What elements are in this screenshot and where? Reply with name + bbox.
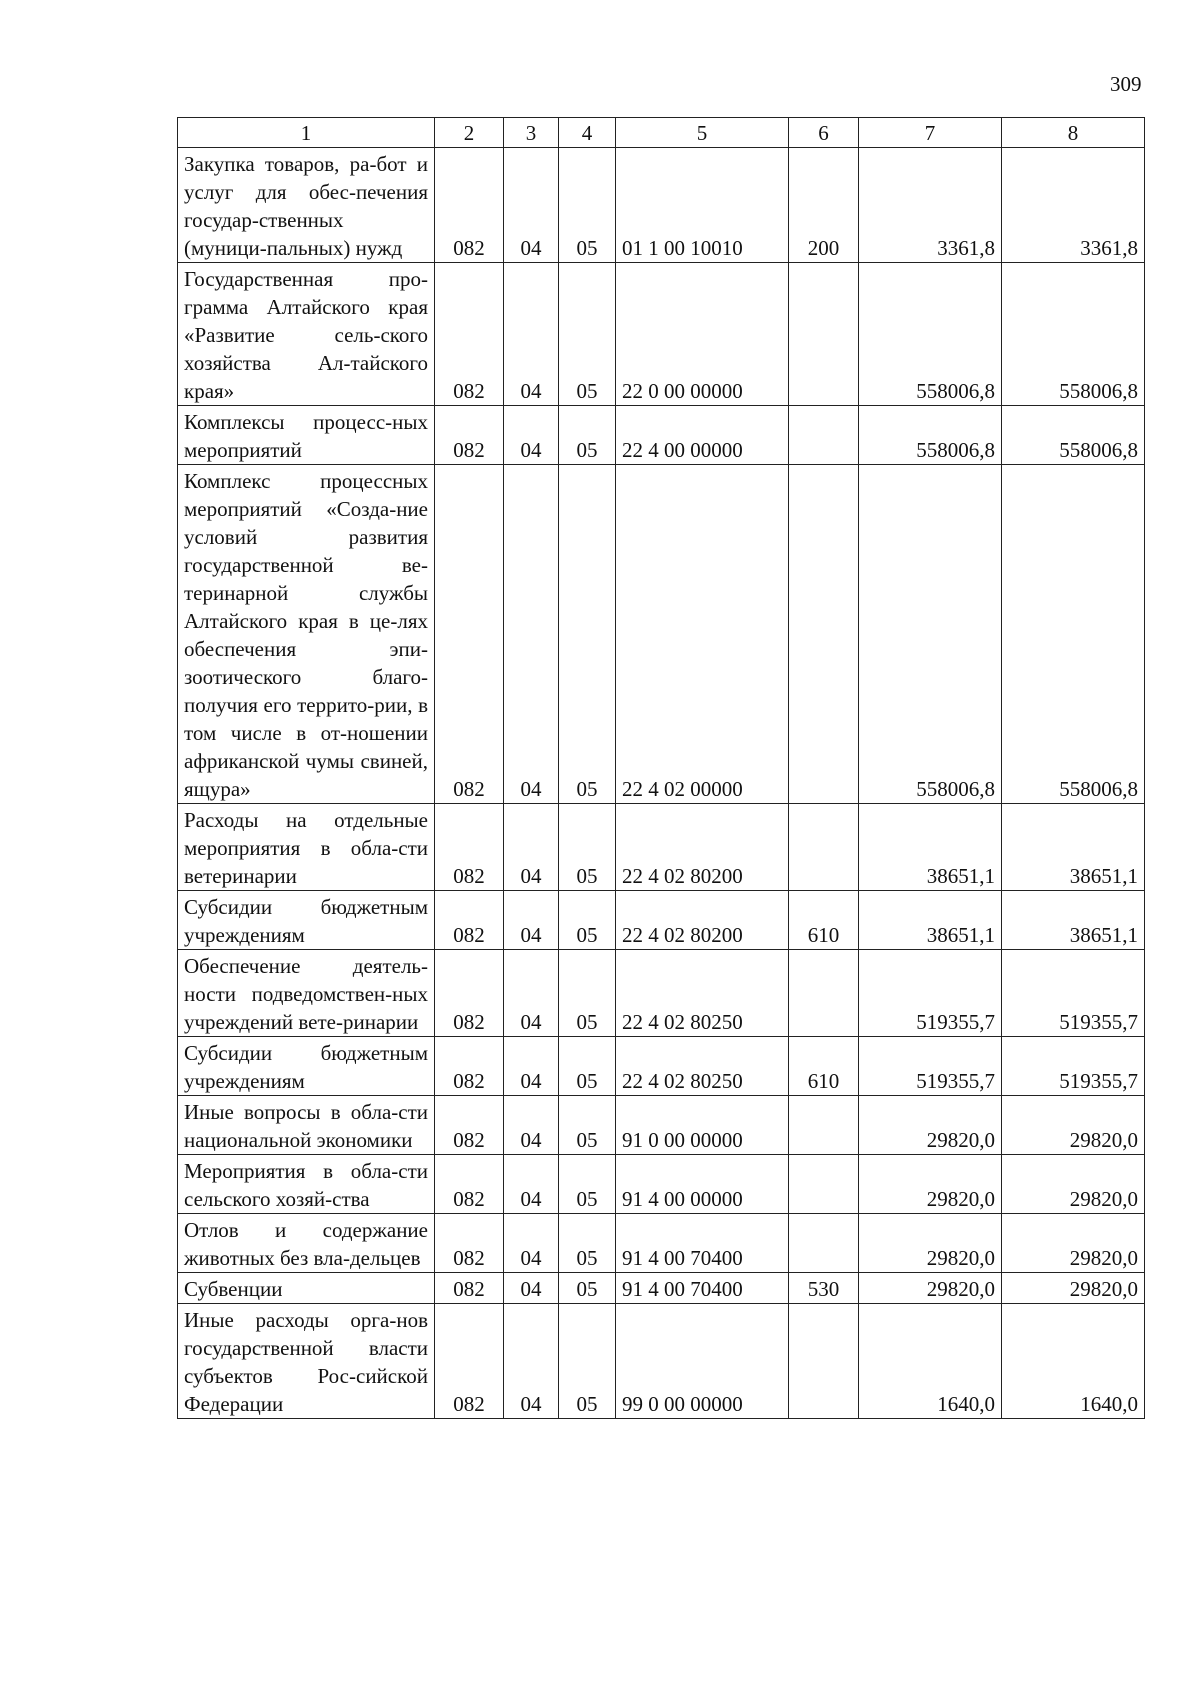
target-item-code-cell: 22 4 02 80250 xyxy=(616,950,789,1037)
amount-cell: 3361,8 xyxy=(859,148,1002,263)
header-cell: 7 xyxy=(859,118,1002,148)
section-code-cell: 04 xyxy=(504,1037,559,1096)
ministry-code-cell: 082 xyxy=(435,1037,504,1096)
subsection-code-cell: 05 xyxy=(559,1096,616,1155)
amount-cell: 519355,7 xyxy=(1002,1037,1145,1096)
ministry-code-cell: 082 xyxy=(435,804,504,891)
subsection-code-cell: 05 xyxy=(559,950,616,1037)
item-name-cell: Иные вопросы в обла-сти национальной экономики xyxy=(178,1096,435,1155)
amount-cell: 29820,0 xyxy=(1002,1155,1145,1214)
section-code-cell: 04 xyxy=(504,465,559,804)
amount-cell: 519355,7 xyxy=(859,1037,1002,1096)
subsection-code-cell: 05 xyxy=(559,1037,616,1096)
subsection-code-cell: 05 xyxy=(559,465,616,804)
expense-type-cell xyxy=(789,1155,859,1214)
section-code-cell: 04 xyxy=(504,148,559,263)
section-code-cell: 04 xyxy=(504,406,559,465)
table-row xyxy=(178,148,1145,263)
expense-type-cell: 610 xyxy=(789,891,859,950)
target-item-code-cell: 01 1 00 10010 xyxy=(616,148,789,263)
target-item-code-cell: 22 0 00 00000 xyxy=(616,263,789,406)
amount-cell: 558006,8 xyxy=(1002,263,1145,406)
ministry-code-cell: 082 xyxy=(435,891,504,950)
section-code-cell: 04 xyxy=(504,1155,559,1214)
subsection-code-cell: 05 xyxy=(559,148,616,263)
expense-type-cell xyxy=(789,950,859,1037)
ministry-code-cell: 082 xyxy=(435,1155,504,1214)
table-row xyxy=(178,804,1145,891)
subsection-code-cell: 05 xyxy=(559,406,616,465)
expense-type-cell: 200 xyxy=(789,148,859,263)
item-name-cell: Обеспечение деятель-ности подведомствен-ных учреждений вете-ринарии xyxy=(178,950,435,1037)
expense-type-cell xyxy=(789,804,859,891)
amount-cell: 29820,0 xyxy=(859,1273,1002,1304)
item-name-cell: Субсидии бюджетным учреждениям xyxy=(178,1037,435,1096)
header-cell: 4 xyxy=(559,118,616,148)
target-item-code-cell: 91 4 00 00000 xyxy=(616,1155,789,1214)
ministry-code-cell: 082 xyxy=(435,148,504,263)
section-code-cell: 04 xyxy=(504,891,559,950)
target-item-code-cell: 91 4 00 70400 xyxy=(616,1273,789,1304)
amount-cell: 29820,0 xyxy=(859,1155,1002,1214)
item-name-cell: Расходы на отдельные мероприятия в обла-сти ветеринарии xyxy=(178,804,435,891)
item-name-cell: Государственная про-грамма Алтайского края «Развитие сель-ского хозяйства Ал-тайского края» xyxy=(178,263,435,406)
section-code-cell: 04 xyxy=(504,263,559,406)
target-item-code-cell: 22 4 02 80200 xyxy=(616,891,789,950)
amount-cell: 558006,8 xyxy=(1002,465,1145,804)
amount-cell: 29820,0 xyxy=(859,1214,1002,1273)
expense-type-cell xyxy=(789,1096,859,1155)
subsection-code-cell: 05 xyxy=(559,804,616,891)
item-name-cell: Субсидии бюджетным учреждениям xyxy=(178,891,435,950)
expense-type-cell: 530 xyxy=(789,1273,859,1304)
amount-cell: 558006,8 xyxy=(859,406,1002,465)
target-item-code-cell: 91 4 00 70400 xyxy=(616,1214,789,1273)
ministry-code-cell: 082 xyxy=(435,950,504,1037)
amount-cell: 38651,1 xyxy=(1002,891,1145,950)
amount-cell: 38651,1 xyxy=(859,891,1002,950)
target-item-code-cell: 22 4 00 00000 xyxy=(616,406,789,465)
expense-type-cell xyxy=(789,406,859,465)
amount-cell: 558006,8 xyxy=(859,263,1002,406)
header-cell: 8 xyxy=(1002,118,1145,148)
target-item-code-cell: 99 0 00 00000 xyxy=(616,1304,789,1419)
subsection-code-cell: 05 xyxy=(559,1304,616,1419)
table-row xyxy=(178,1096,1145,1155)
table-row xyxy=(178,1037,1145,1096)
item-name-cell: Комплексы процесс-ных мероприятий xyxy=(178,406,435,465)
amount-cell: 558006,8 xyxy=(859,465,1002,804)
table-body xyxy=(178,148,1145,1419)
target-item-code-cell: 22 4 02 80250 xyxy=(616,1037,789,1096)
subsection-code-cell: 05 xyxy=(559,1214,616,1273)
amount-cell: 558006,8 xyxy=(1002,406,1145,465)
expense-type-cell xyxy=(789,1304,859,1419)
amount-cell: 38651,1 xyxy=(1002,804,1145,891)
section-code-cell: 04 xyxy=(504,1273,559,1304)
table-row xyxy=(178,263,1145,406)
table-row xyxy=(178,406,1145,465)
subsection-code-cell: 05 xyxy=(559,1273,616,1304)
header-cell: 1 xyxy=(178,118,435,148)
amount-cell: 29820,0 xyxy=(1002,1273,1145,1304)
section-code-cell: 04 xyxy=(504,1096,559,1155)
header-cell: 2 xyxy=(435,118,504,148)
ministry-code-cell: 082 xyxy=(435,406,504,465)
table-row xyxy=(178,1273,1145,1304)
header-cell: 6 xyxy=(789,118,859,148)
target-item-code-cell: 91 0 00 00000 xyxy=(616,1096,789,1155)
amount-cell: 1640,0 xyxy=(859,1304,1002,1419)
amount-cell: 3361,8 xyxy=(1002,148,1145,263)
ministry-code-cell: 082 xyxy=(435,465,504,804)
page-number: 309 xyxy=(1110,72,1142,96)
item-name-cell: Закупка товаров, ра-бот и услуг для обес-печения государ-ственных (муници-пальных) нужд xyxy=(178,148,435,263)
amount-cell: 29820,0 xyxy=(859,1096,1002,1155)
subsection-code-cell: 05 xyxy=(559,1155,616,1214)
target-item-code-cell: 22 4 02 00000 xyxy=(616,465,789,804)
ministry-code-cell: 082 xyxy=(435,1304,504,1419)
table-row xyxy=(178,950,1145,1037)
target-item-code-cell: 22 4 02 80200 xyxy=(616,804,789,891)
amount-cell: 519355,7 xyxy=(1002,950,1145,1037)
ministry-code-cell: 082 xyxy=(435,1214,504,1273)
expense-type-cell xyxy=(789,263,859,406)
table-row xyxy=(178,1214,1145,1273)
table-row xyxy=(178,465,1145,804)
budget-table xyxy=(177,117,1145,1419)
amount-cell: 29820,0 xyxy=(1002,1214,1145,1273)
table-row xyxy=(178,891,1145,950)
header-row xyxy=(178,118,1145,148)
header-cell: 5 xyxy=(616,118,789,148)
table-header xyxy=(178,118,1145,148)
expense-type-cell xyxy=(789,465,859,804)
subsection-code-cell: 05 xyxy=(559,263,616,406)
ministry-code-cell: 082 xyxy=(435,1096,504,1155)
section-code-cell: 04 xyxy=(504,950,559,1037)
amount-cell: 38651,1 xyxy=(859,804,1002,891)
ministry-code-cell: 082 xyxy=(435,1273,504,1304)
item-name-cell: Субвенции xyxy=(178,1273,435,1304)
amount-cell: 519355,7 xyxy=(859,950,1002,1037)
item-name-cell: Мероприятия в обла-сти сельского хозяй-ства xyxy=(178,1155,435,1214)
item-name-cell: Комплекс процессных мероприятий «Созда-ние условий развития государственной ве-теринарной службы Алтайского края в це-лях обеспечения эпи-зоотического благо-получия его террито-рии, в том числе в от-ношении африканской чумы свиней, ящура» xyxy=(178,465,435,804)
amount-cell: 29820,0 xyxy=(1002,1096,1145,1155)
subsection-code-cell: 05 xyxy=(559,891,616,950)
table-row xyxy=(178,1304,1145,1419)
ministry-code-cell: 082 xyxy=(435,263,504,406)
section-code-cell: 04 xyxy=(504,1214,559,1273)
expense-type-cell xyxy=(789,1214,859,1273)
section-code-cell: 04 xyxy=(504,804,559,891)
table-row xyxy=(178,1155,1145,1214)
expense-type-cell: 610 xyxy=(789,1037,859,1096)
header-cell: 3 xyxy=(504,118,559,148)
item-name-cell: Отлов и содержание животных без вла-дельцев xyxy=(178,1214,435,1273)
section-code-cell: 04 xyxy=(504,1304,559,1419)
item-name-cell: Иные расходы орга-нов государственной власти субъектов Рос-сийской Федерации xyxy=(178,1304,435,1419)
amount-cell: 1640,0 xyxy=(1002,1304,1145,1419)
